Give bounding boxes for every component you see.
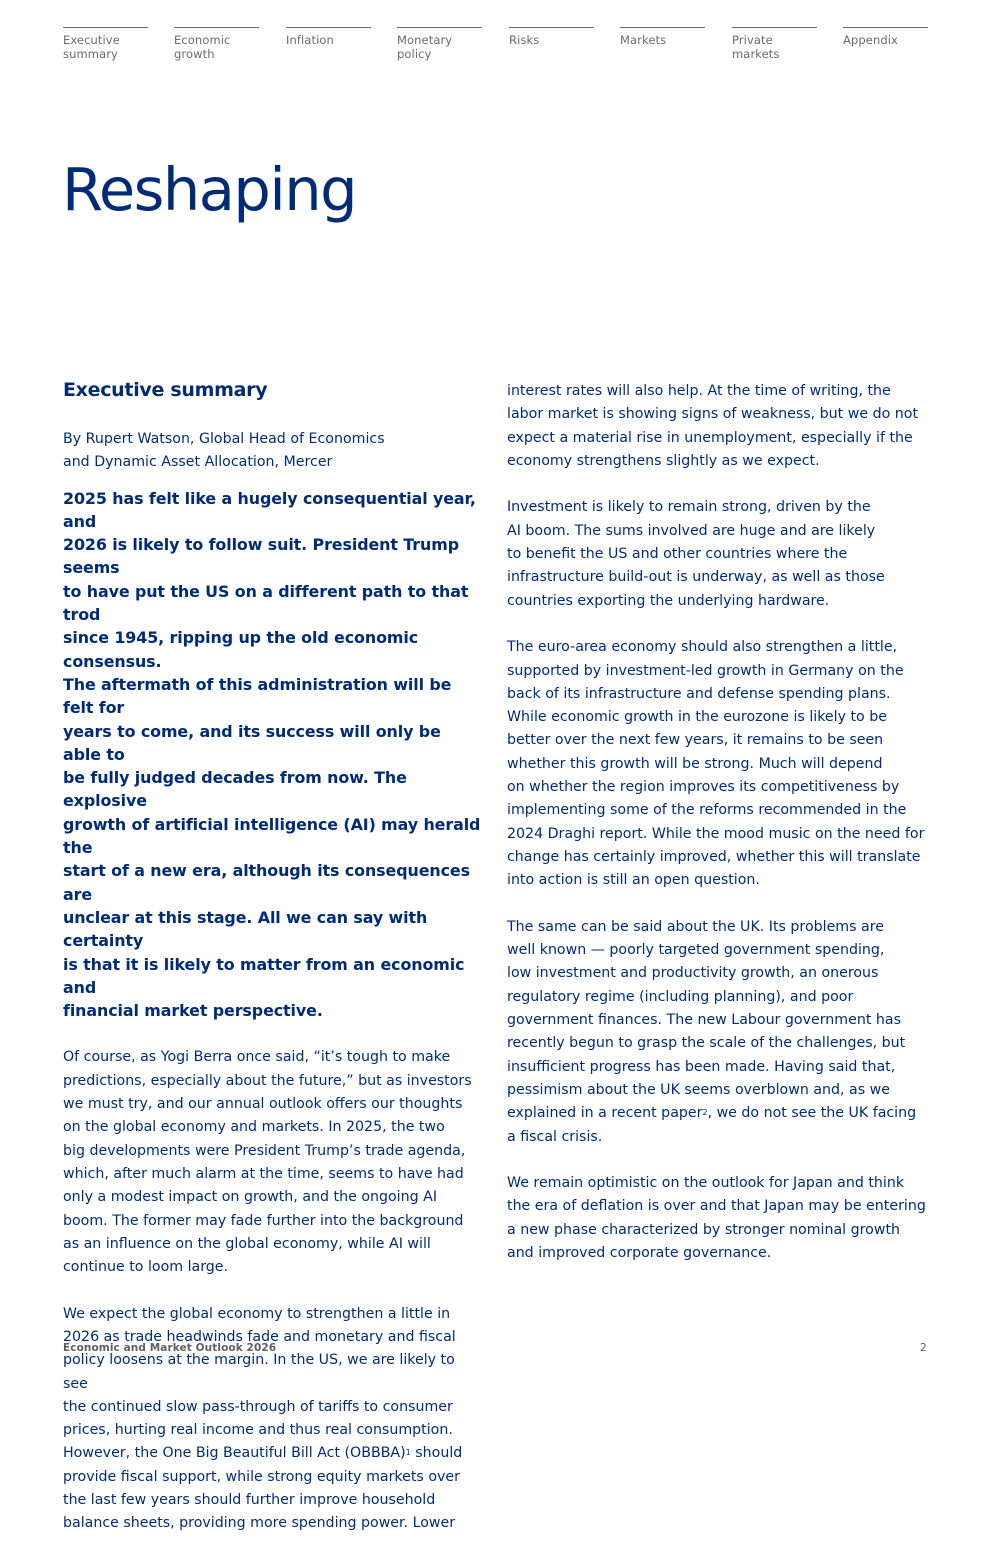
page-number: 2 — [920, 1342, 927, 1354]
text-segment: should provide fiscal support, while strong equity markets over the last few years should further improve household balance sheets, providing more spending power. Lower — [63, 1445, 463, 1532]
nav-label: Monetary policy — [397, 33, 453, 61]
nav-item-monetary-policy[interactable] — [397, 27, 482, 61]
body-paragraph — [63, 1303, 483, 1536]
body-paragraph: The euro-area economy should also strengthen a little, supported by investment-led growth in Germany on the back of its infrastructure and defense spending plans. While economic growth in the eurozone is likely to be better over the next few years, it remains to be seen whether this growth will be strong. Much will depend on whether the region improves its competitiveness by implementing some of the reforms recommended in the 2024 Draghi report. While the mood music on the need for change has certainly improved, whether this will translate into action is still an open question. — [507, 639, 925, 889]
nav-label: Private markets — [732, 33, 780, 61]
footnote-ref[interactable]: 2 — [702, 1108, 708, 1118]
right-column — [507, 380, 927, 1289]
nav-label: Markets — [620, 33, 667, 47]
nav-label: Inflation — [286, 33, 334, 47]
nav-item-executive-summary[interactable] — [63, 27, 148, 61]
nav-label: Risks — [509, 33, 540, 47]
nav-label: Economic growth — [174, 33, 231, 61]
nav-item-risks[interactable] — [509, 27, 594, 47]
body-paragraph: Of course, as Yogi Berra once said, “it’s tough to make predictions, especially about the future,” but as investors we must try, and our annual outlook offers our thoughts on the global economy and markets. In 2025, the two big developments were President Trump’s trade agenda, which, after much alarm at the time, seems to have had only a modest impact on growth, and the ongoing AI boom. The former may fade further into the background as an influence on the global economy, while AI will continue to loom large. — [63, 1049, 472, 1276]
nav-item-inflation[interactable] — [286, 27, 371, 47]
body-paragraph: interest rates will also help. At the time of writing, the labor market is showing signs of weakness, but we do not expect a material rise in unemployment, especially if the economy strengthens slightly as we expect. — [507, 383, 919, 469]
section-heading: Executive summary — [63, 379, 268, 401]
page-title: Reshaping — [62, 155, 357, 224]
footnote-ref[interactable]: 1 — [405, 1448, 411, 1458]
footer-publication-title: Economic and Market Outlook 2026 — [63, 1342, 277, 1354]
text-segment: We expect the global economy to strengthen a little in 2026 as trade headwinds fade and monetary and fiscal policy loosens at the margin. In the US, we are likely to see the continued slow pass-through of tariffs to consumer prices, hurting real income and thus real consumption. However, the One Big Beautiful Bill Act (OBBBA) — [63, 1305, 456, 1462]
nav-label: Appendix — [843, 33, 898, 47]
byline: By Rupert Watson, Global Head of Economics and Dynamic Asset Allocation, Mercer — [63, 431, 385, 471]
nav-label: Executive summary — [63, 33, 120, 61]
text-segment: The same can be said about the UK. Its problems are well known — poorly targeted government spending, low investment and productivity growth, an onerous regulatory regime (including planning), and poor government finances. The new Labour government has recently begun to grasp the scale of the challenges, but insufficient progress has been made. Having said that, pessimism about the UK seems overblown and, as we explained in a recent paper — [507, 918, 906, 1122]
nav-item-private-markets[interactable] — [732, 27, 817, 61]
top-navigation — [63, 27, 928, 67]
left-column — [63, 380, 483, 1559]
text-segment: , we do not see the UK facing a fiscal crisis. — [507, 1105, 917, 1145]
lead-paragraph: 2025 has felt like a hugely consequential year, and 2026 is likely to follow suit. President Trump seems to have put the US on a different path to that trod since 1945, ripping up the old economic consensus. The aftermath of this administration will be felt for years to come, and its success will only be able to be fully judged decades from now. The explosive growth of artificial intelligence (AI) may herald the start of a new era, although its consequences are unclear at this stage. All we can say with certainty is that it is likely to matter from an economic and financial market perspective. — [63, 488, 481, 1021]
body-paragraph: Investment is likely to remain strong, driven by the AI boom. The sums involved are huge and are likely to benefit the US and other countries where the infrastructure build-out is underway, as well as those countries exporting the underlying hardware. — [507, 499, 885, 609]
nav-item-markets[interactable] — [620, 27, 705, 47]
body-paragraph — [507, 916, 927, 1149]
nav-item-appendix[interactable] — [843, 27, 928, 47]
nav-item-economic-growth[interactable] — [174, 27, 259, 61]
body-paragraph: We remain optimistic on the outlook for Japan and think the era of deflation is over and that Japan may be entering a new phase characterized by stronger nominal growth and improved corporate governance. — [507, 1175, 926, 1261]
